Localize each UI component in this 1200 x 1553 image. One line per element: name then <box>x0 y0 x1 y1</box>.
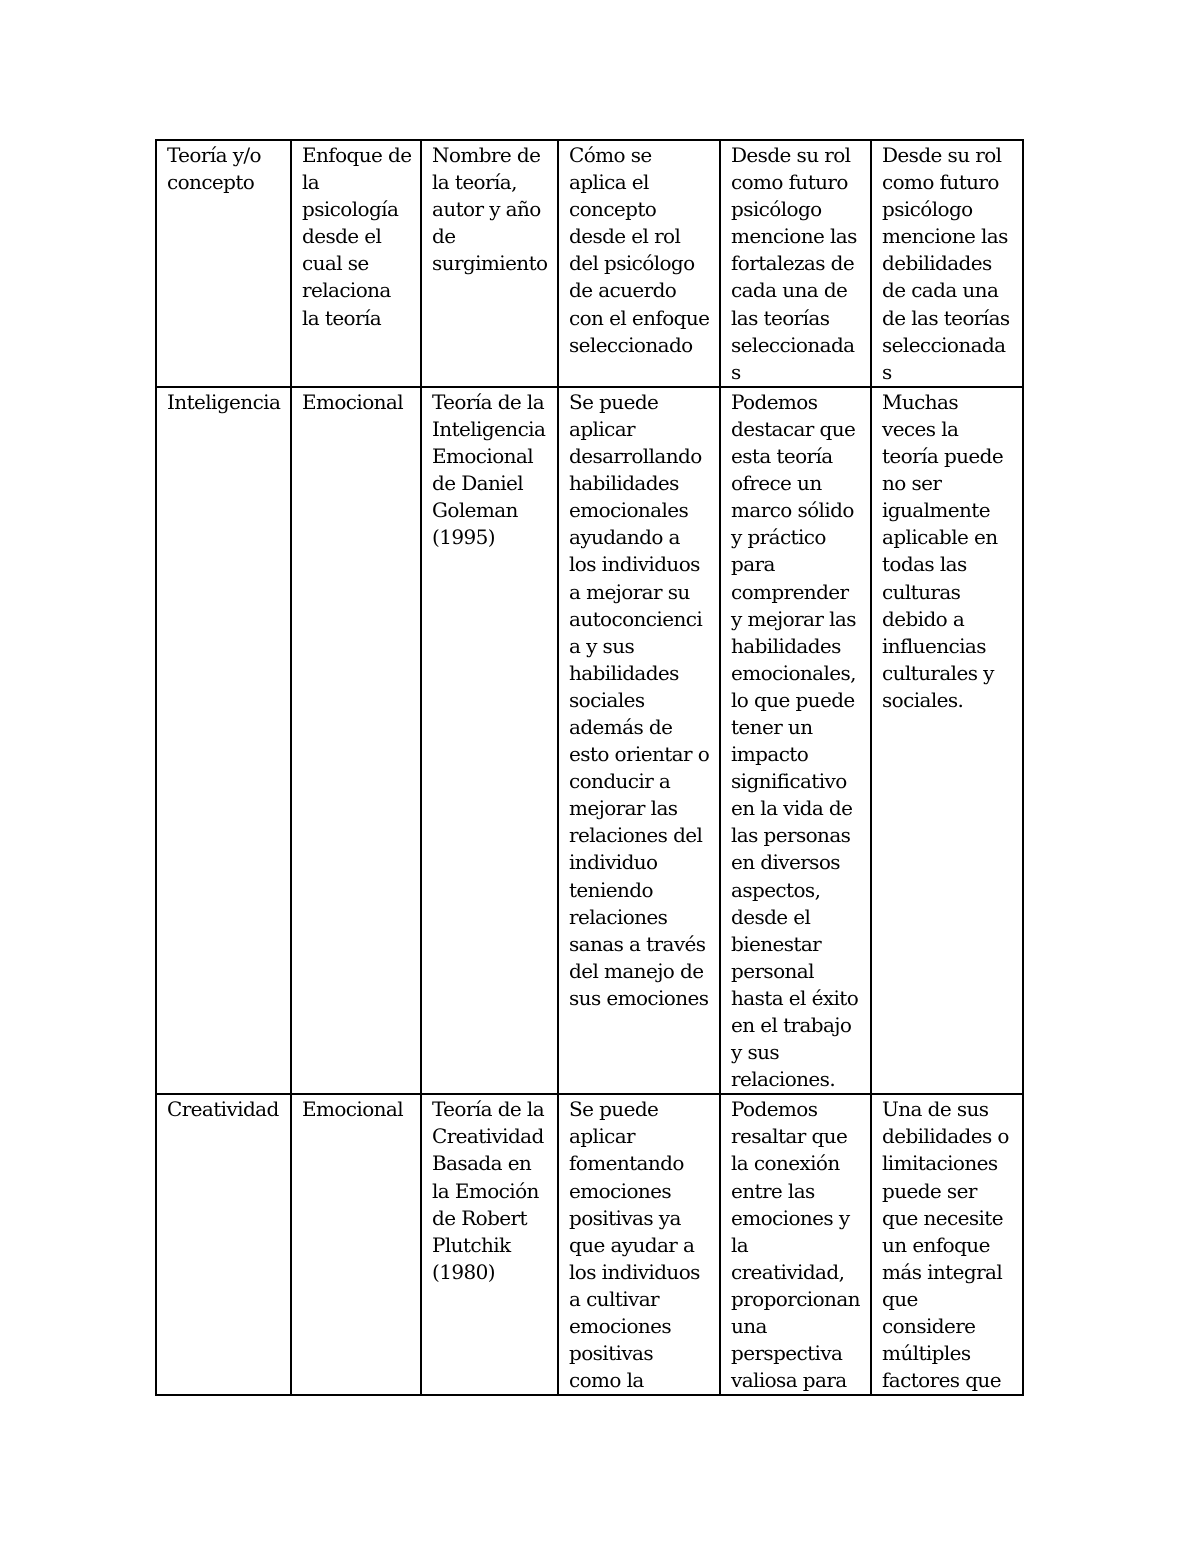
table-cell <box>871 1094 1023 1395</box>
cell-text: Se puede aplicar desarrollando habilidades emocionales ayudando a los individuos a mejorar su autoconcienci a y sus habilidades sociales además de esto orientar o conducir a mejorar las relaciones del individuo teniendo relaciones sanas a través del manejo de sus emociones <box>569 389 710 1010</box>
table-cell <box>421 387 558 1094</box>
table-cell <box>558 1094 720 1395</box>
table-cell <box>720 1094 871 1395</box>
cell-text: Podemos destacar que esta teoría ofrece un marco sólido y práctico para comprender y mejorar las habilidades emocionales, lo que puede tener un impacto significativo en la vida de las personas en diversos aspectos, desde el bienestar personal hasta el éxito en el trabajo y sus relaciones. <box>731 389 859 1092</box>
header-cell-theory <box>156 140 291 387</box>
cell-text: Enfoque de la psicología desde el cual se relaciona la teoría <box>302 143 412 330</box>
table-cell <box>291 1094 421 1395</box>
theory-table <box>155 139 1024 1396</box>
header-cell-weaknesses <box>871 140 1023 387</box>
cell-text: Creatividad <box>167 1097 279 1122</box>
cell-text: Muchas veces la teoría puede no ser igualmente aplicable en todas las culturas debido a influencias culturales y sociales. <box>882 389 1004 712</box>
header-cell-strengths <box>720 140 871 387</box>
cell-text: Se puede aplicar fomentando emociones positivas ya que ayudar a los individuos a cultivar emociones positivas como la <box>569 1097 700 1393</box>
table-row <box>156 387 1023 1094</box>
cell-text: Emocional <box>302 389 404 414</box>
table-row <box>156 1094 1023 1395</box>
table-cell <box>421 1094 558 1395</box>
table-cell <box>720 387 871 1094</box>
cell-text: Desde su rol como futuro psicólogo mencione las debilidades de cada una de las teorías seleccionada s <box>882 143 1010 384</box>
header-cell-approach <box>291 140 421 387</box>
table-cell <box>156 1094 291 1395</box>
table-cell <box>156 387 291 1094</box>
table-cell <box>871 387 1023 1094</box>
cell-text: Teoría de la Inteligencia Emocional de Daniel Goleman (1995) <box>432 389 546 550</box>
table-cell <box>291 387 421 1094</box>
cell-text: Emocional <box>302 1097 404 1122</box>
cell-text: Cómo se aplica el concepto desde el rol del psicólogo de acuerdo con el enfoque seleccionado <box>569 143 710 357</box>
cell-text: Nombre de la teoría, autor y año de surgimiento <box>432 143 548 276</box>
table-header-row <box>156 140 1023 387</box>
cell-text: Desde su rol como futuro psicólogo mencione las fortalezas de cada una de las teorías seleccionada s <box>731 143 857 384</box>
cell-text: Teoría de la Creatividad Basada en la Emoción de Robert Plutchik (1980) <box>432 1097 545 1284</box>
header-cell-name <box>421 140 558 387</box>
cell-text: Una de sus debilidades o limitaciones puede ser que necesite un enfoque más integral que considere múltiples factores que <box>882 1097 1009 1393</box>
cell-text: Teoría y/o concepto <box>167 143 261 195</box>
cell-text: Inteligencia <box>167 389 281 414</box>
header-cell-application <box>558 140 720 387</box>
cell-text: Podemos resaltar que la conexión entre las emociones y la creatividad, proporcionan una perspectiva valiosa para <box>731 1097 860 1393</box>
table-cell <box>558 387 720 1094</box>
